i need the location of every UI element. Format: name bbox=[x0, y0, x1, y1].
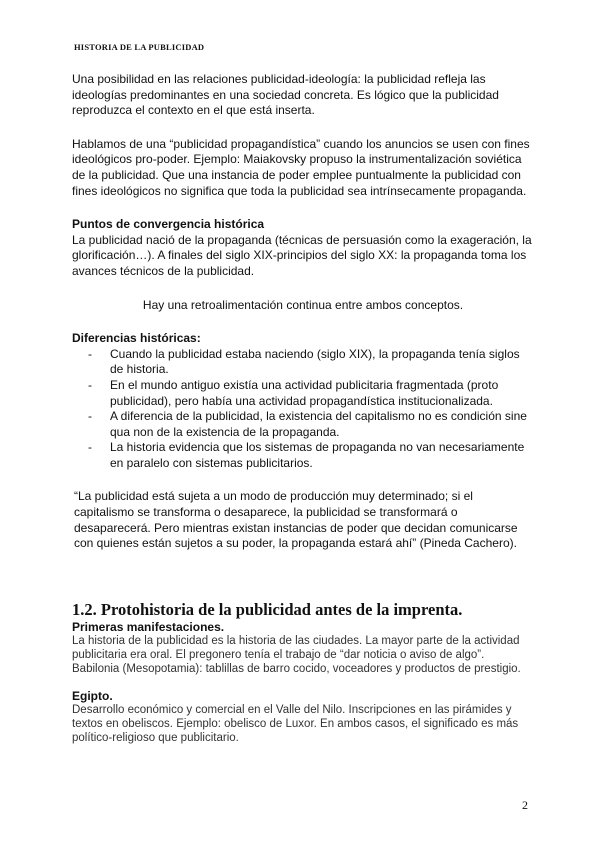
list-item: - En el mundo antiguo existía una actividad publicitaria fragmentada (proto publicidad), pero había una actividad propagandística institucionalizada. bbox=[82, 378, 534, 409]
list-item: - A diferencia de la publicidad, la existencia del capitalismo no es condición sine qua non de la existencia de la propaganda. bbox=[82, 409, 534, 440]
differences-heading: Diferencias históricas: bbox=[72, 331, 201, 346]
page-number: 2 bbox=[522, 798, 528, 812]
section-title: 1.2. Protohistoria de la publicidad antes de la imprenta. bbox=[72, 600, 463, 619]
list-item: - La historia evidencia que los sistemas de propaganda no van necesariamente en paralelo con sistemas publicitarios. bbox=[82, 440, 534, 471]
section-protohistory bbox=[72, 600, 534, 745]
quote-pineda-cachero: “La publicidad está sujeta a un modo de producción muy determinado; si el capitalismo se transforma o desaparece, la publicidad se transformará o desaparecerá. Pero mientras existan instancias de poder que decidan comunicarse con quienes están sujetos a su poder, la propaganda estará ahí” (Pineda Cachero). bbox=[74, 489, 518, 551]
convergence-body: La publicidad nació de la propaganda (técnicas de persuasión como la exageración, la glorificación…). A finales del siglo XIX-principios del siglo XX: la propaganda toma los avances técnicos de la publicidad. bbox=[72, 232, 532, 278]
first-manifestations-heading: Primeras manifestaciones. bbox=[72, 620, 225, 634]
convergence-heading: Puntos de convergencia histórica bbox=[72, 217, 265, 232]
differences-list bbox=[72, 347, 534, 472]
convergence-centered-note: Hay una retroalimentación continua entre ambos conceptos. bbox=[142, 297, 464, 312]
first-manifestations-body: La historia de la publicidad es la historia de las ciudades. La mayor parte de la actividad publicitaria era oral. El pregonero tenía el trabajo de “dar noticia o aviso de algo”. bbox=[72, 635, 520, 662]
egypt-heading: Egipto. bbox=[72, 688, 113, 703]
babylon-body: Babilonia (Mesopotamia): tablillas de barro cocido, voceadores y productos de prestigio. bbox=[72, 663, 521, 676]
main-content bbox=[72, 72, 534, 552]
running-header: HISTORIA DE LA PUBLICIDAD bbox=[74, 42, 205, 52]
paragraph-propaganda: Hablamos de una “publicidad propagandística” cuando los anuncios se usen con fines ideológicos pro-poder. Ejemplo: Maiakovsky propuso la instrumentalización soviética de la publicidad. Que una instancia de poder emplee puntualmente la publicidad con fines ideológicos no significa que toda la publicidad sea intrínsecamente propaganda. bbox=[72, 136, 530, 198]
paragraph-ideology: Una posibilidad en las relaciones publicidad-ideología: la publicidad refleja las ideologías predominantes en una sociedad concreta. Es lógico que la publicidad reproduzca el contexto en el que está inserta. bbox=[72, 72, 499, 118]
egypt-body: Desarrollo económico y comercial en el Valle del Nilo. Inscripciones en las pirámides y textos en obeliscos. Ejemplo: obelisco de Luxor. En ambos casos, el significado es más político-religioso que publicitario. bbox=[72, 703, 519, 745]
list-item: - Cuando la publicidad estaba naciendo (siglo XIX), la propaganda tenía siglos de historia. bbox=[82, 347, 534, 378]
